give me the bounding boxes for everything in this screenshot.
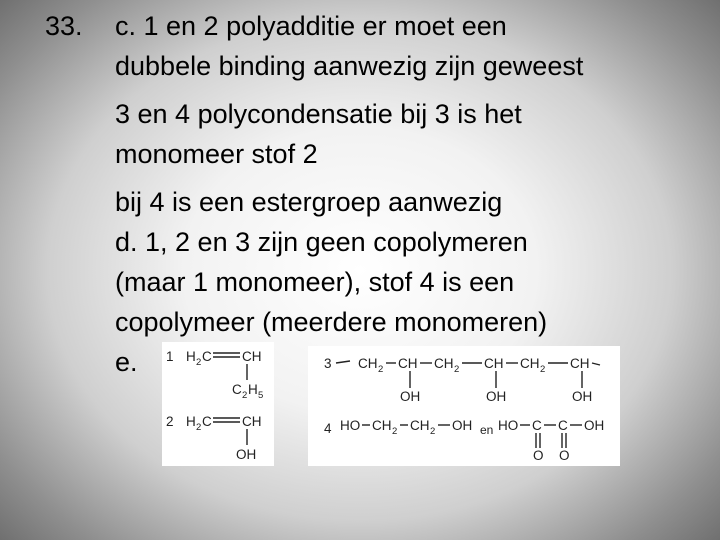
structure-label-4: 4 [324, 421, 332, 436]
formula-atom: H [186, 414, 196, 429]
formula-atom: CH [242, 414, 262, 429]
chain-end [336, 361, 350, 363]
formula-atom: CH [570, 356, 590, 371]
formula-atom: HO [340, 418, 361, 433]
formula-subscript: 2 [242, 390, 248, 401]
formula-atom: OH [572, 389, 593, 404]
formula-subscript: 2 [196, 422, 202, 433]
structural-formula-1-2 [162, 342, 274, 466]
structure-label-2: 2 [166, 414, 174, 429]
formula-atom: CH [242, 349, 262, 364]
formula-subscript: 2 [392, 426, 398, 437]
formula-subscript: 2 [540, 364, 546, 375]
structure-label-3: 3 [324, 356, 332, 371]
formula-atom: CH [434, 356, 454, 371]
answer-line: 3 en 4 polycondensatie bij 3 is het [115, 99, 522, 129]
formula-subscript: 2 [454, 364, 460, 375]
answer-line: e. [115, 347, 138, 377]
answer-line: dubbele binding aanwezig zijn geweest [115, 51, 584, 81]
structure-label-1: 1 [166, 349, 174, 364]
structural-formula-3-4 [308, 346, 620, 466]
formula-subscript: 5 [258, 390, 264, 401]
formula-atom: OH [584, 418, 605, 433]
answer-line: (maar 1 monomeer), stof 4 is een [115, 267, 515, 297]
answer-line: bij 4 is een estergroep aanwezig [115, 187, 503, 217]
formula-atom: H [248, 382, 258, 397]
formula-atom: OH [452, 418, 473, 433]
answer-text [115, 6, 715, 382]
formula-atom: H [186, 349, 196, 364]
formula-atom: OH [400, 389, 421, 404]
formula-atom: CH [410, 418, 430, 433]
answer-line: c. 1 en 2 polyadditie er moet een [115, 11, 507, 41]
formula-atom: C [532, 418, 542, 433]
formula-atom: O [533, 448, 544, 463]
formula-subscript: 2 [196, 357, 202, 368]
formula-atom: CH [398, 356, 418, 371]
formula-subscript: 2 [430, 426, 436, 437]
question-number: 33. [45, 11, 83, 41]
formula-atom: C [202, 414, 212, 429]
formula-atom: CH [358, 356, 378, 371]
answer-line: copolymeer (meerdere monomeren) [115, 307, 548, 337]
structure-image-right [308, 346, 620, 466]
formula-atom: HO [498, 418, 519, 433]
formula-atom: CH [372, 418, 392, 433]
formula-atom: CH [520, 356, 540, 371]
formula-atom: OH [236, 447, 257, 462]
formula-atom: C [202, 349, 212, 364]
answer-line: monomeer stof 2 [115, 139, 318, 169]
formula-atom: C [558, 418, 568, 433]
formula-atom: C [232, 382, 242, 397]
formula-subscript: 2 [378, 364, 384, 375]
connector-word: en [480, 423, 494, 437]
answer-line: d. 1, 2 en 3 zijn geen copolymeren [115, 227, 528, 257]
formula-atom: CH [484, 356, 504, 371]
formula-atom: OH [486, 389, 507, 404]
formula-atom: O [559, 448, 570, 463]
chain-end [592, 363, 600, 365]
structure-image-left [162, 342, 274, 466]
